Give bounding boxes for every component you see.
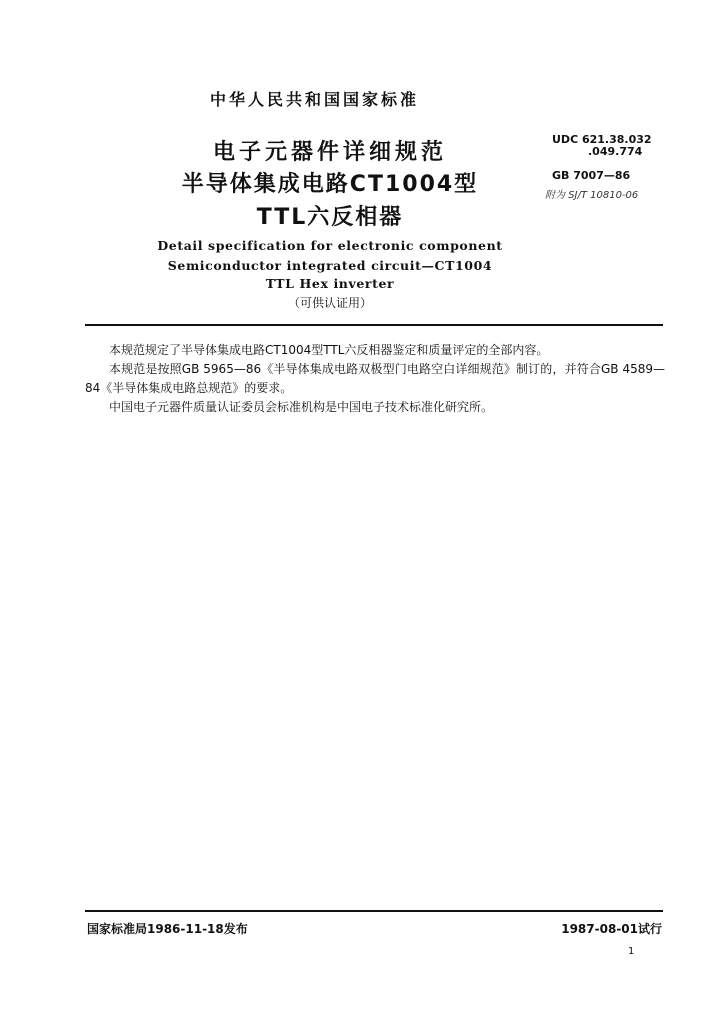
issue-date: 国家标准局1986-11-18发布 bbox=[87, 922, 248, 936]
udc-code-line-1: UDC 621.38.032 bbox=[552, 133, 652, 146]
chinese-title-line-3: TTL六反相器 bbox=[256, 205, 404, 230]
gb-standard-number: GB 7007—86 bbox=[552, 169, 631, 182]
english-title-line-3: TTL Hex inverter bbox=[265, 276, 395, 291]
document-body bbox=[85, 341, 665, 417]
header-divider bbox=[85, 324, 663, 326]
chinese-title-line-2: 半导体集成电路CT1004型 bbox=[181, 172, 479, 197]
body-paragraph-basis: 本规范是按照GB 5965—86《半导体集成电路双极型门电路空白详细规范》制订的，并符合GB 4589—84《半导体集成电路总规范》的要求。 bbox=[85, 362, 665, 395]
chinese-title-line-1: 电子元器件详细规范 bbox=[212, 140, 447, 165]
udc-code-line-2: .049.774 bbox=[588, 145, 643, 158]
certification-note: （可供认证用） bbox=[287, 296, 372, 310]
effective-date: 1987-08-01试行 bbox=[561, 922, 662, 936]
footer-divider bbox=[85, 910, 663, 912]
page-number: 1 bbox=[628, 946, 635, 957]
english-title-line-1: Detail specification for electronic component bbox=[157, 238, 503, 253]
english-title-line-2: Semiconductor integrated circuit—CT1004 bbox=[167, 258, 493, 273]
national-standard-header: 中华人民共和国国家标准 bbox=[210, 90, 420, 109]
attached-standard-number: 附为 SJ/T 10810-06 bbox=[545, 190, 639, 201]
body-paragraph-authority: 中国电子元器件质量认证委员会标准机构是中国电子技术标准化研究所。 bbox=[109, 400, 494, 414]
body-paragraph-scope: 本规范规定了半导体集成电路CT1004型TTL六反相器鉴定和质量评定的全部内容。 bbox=[109, 343, 549, 357]
